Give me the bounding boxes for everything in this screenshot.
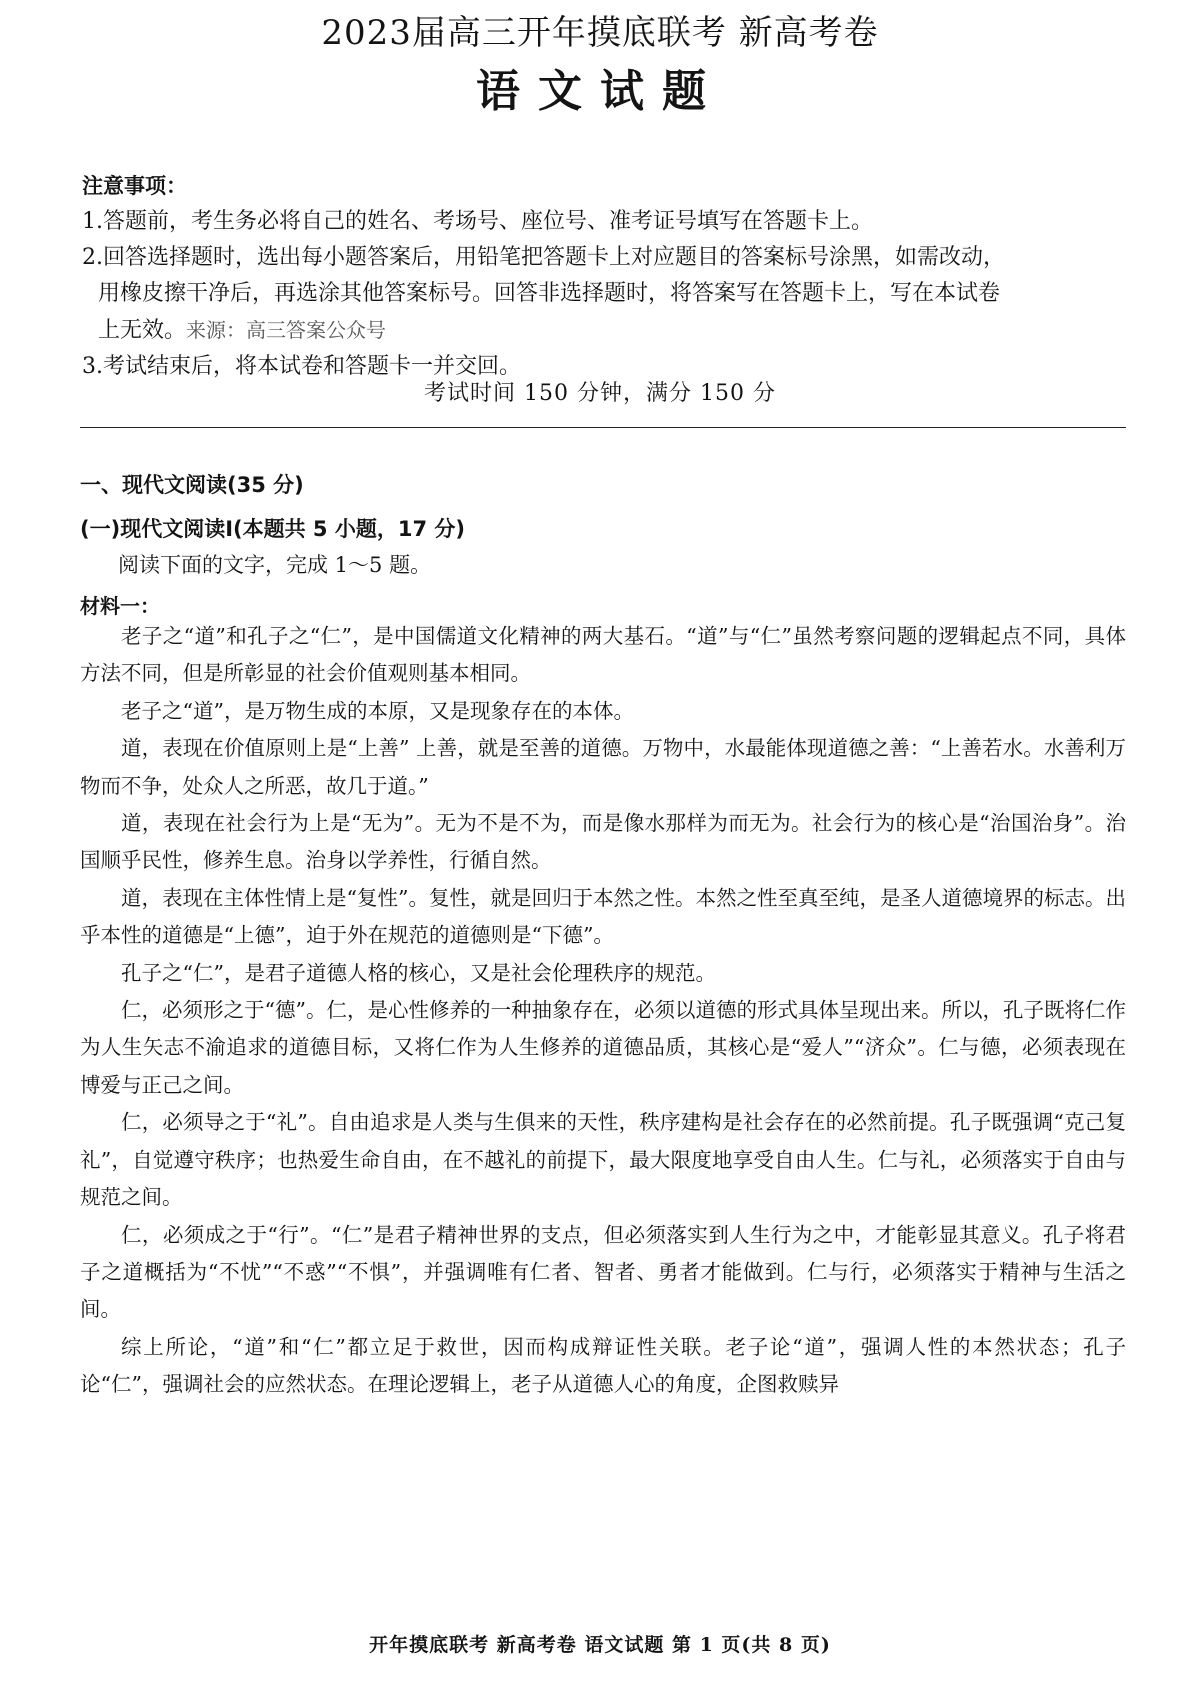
subsection-heading: (一)现代文阅读Ⅰ(本题共 5 小题，17 分) (80, 517, 465, 541)
divider (80, 427, 1126, 428)
paragraph: 孔子之“仁”，是君子道德人格的核心，又是社会伦理秩序的规范。 (121, 960, 716, 985)
material-label: 材料一： (80, 594, 160, 618)
notice-item-2-line-3 (82, 312, 1122, 349)
notice-item-2-end: 上无效。 (98, 318, 187, 343)
notice-heading: 注意事项： (82, 174, 187, 198)
notice-item-2-line-1: 2.回答选择题时，选出每小题答案后，用铅笔把答题卡上对应题目的答案标号涂黑，如需改动， (82, 245, 1005, 270)
notice-item-3: 3.考试结束后，将本试卷和答题卡一并交回。 (82, 354, 521, 379)
section-heading: 一、现代文阅读(35 分) (80, 473, 304, 497)
notice-block (82, 168, 1122, 385)
paragraph: 道，表现在主体性情上是“复性”。复性，就是回归于本然之性。本然之性至真至纯，是圣人道德境界的标志。出乎本性的道德是“上德”，迫于外在规范的道德则是“下德”。 (80, 885, 1126, 948)
exam-title: 2023届高三开年摸底联考 新高考卷 (321, 13, 879, 53)
reading-instruction: 阅读下面的文字，完成 1～5 题。 (118, 553, 432, 577)
paragraph: 仁，必须形之于“德”。仁，是心性修养的一种抽象存在，必须以道德的形式具体呈现出来。所以，孔子既将仁作为人生矢志不渝追求的道德目标，又将仁作为人生修养的道德品质，其核心是“爱人”“济众”。仁与德，必须表现在博爱与正己之间。 (80, 998, 1126, 1097)
notice-item-1: 1.答题前，考生务必将自己的姓名、考场号、座位号、准考证号填写在答题卡上。 (82, 209, 873, 234)
paragraph: 道，表现在社会行为上是“无为”。无为不是不为，而是像水那样为而无为。社会行为的核心是“治国治身”。治国顺乎民性，修养生息。治身以学养性，行循自然。 (80, 811, 1126, 873)
reading-passage (80, 618, 1126, 1404)
paragraph: 综上所论，“道”和“仁”都立足于救世，因而构成辩证性关联。老子论“道”，强调人性的本然状态；孔子论“仁”，强调社会的应然状态。在理论逻辑上，老子从道德人心的角度，企图救赎异 (80, 1334, 1126, 1397)
paragraph: 老子之“道”，是万物生成的本原，又是现象存在的本体。 (121, 698, 634, 723)
paragraph: 仁，必须导之于“礼”。自由追求是人类与生俱来的天性，秩序建构是社会存在的必然前提。孔子既强调“克己复礼”，自觉遵守秩序；也热爱生命自由，在不越礼的前提下，最大限度地享受自由人生。仁与礼，必须落实于自由与规范之间。 (80, 1110, 1126, 1210)
source-watermark: 来源：高三答案公众号 (186, 318, 387, 342)
paragraph: 老子之“道”和孔子之“仁”，是中国儒道文化精神的两大基石。“道”与“仁”虽然考察问题的逻辑起点不同，具体方法不同，但是所彰显的社会价值观则基本相同。 (80, 624, 1126, 686)
subject-title: 语文试题 (476, 66, 724, 117)
paragraph: 道，表现在价值原则上是“上善” 上善，就是至善的道德。万物中，水最能体现道德之善：“上善若水。水善利万物而不争，处众人之所恶，故几于道。” (80, 736, 1126, 798)
paragraph: 仁，必须成之于“行”。“仁”是君子精神世界的支点，但必须落实到人生行为之中，才能彰显其意义。孔子将君子之道概括为“不忧”“不惑”“不惧”，并强调唯有仁者、智者、勇者才能做到。仁与行，必须落实于精神与生活之间。 (80, 1222, 1126, 1322)
page-footer: 开年摸底联考 新高考卷 语文试题 第 1 页(共 8 页) (369, 1634, 831, 1656)
exam-time: 考试时间 150 分钟，满分 150 分 (424, 381, 776, 406)
notice-item-2-line-2: 用橡皮擦干净后，再选涂其他答案标号。回答非选择题时，将答案写在答题卡上，写在本试卷 (98, 281, 1001, 306)
